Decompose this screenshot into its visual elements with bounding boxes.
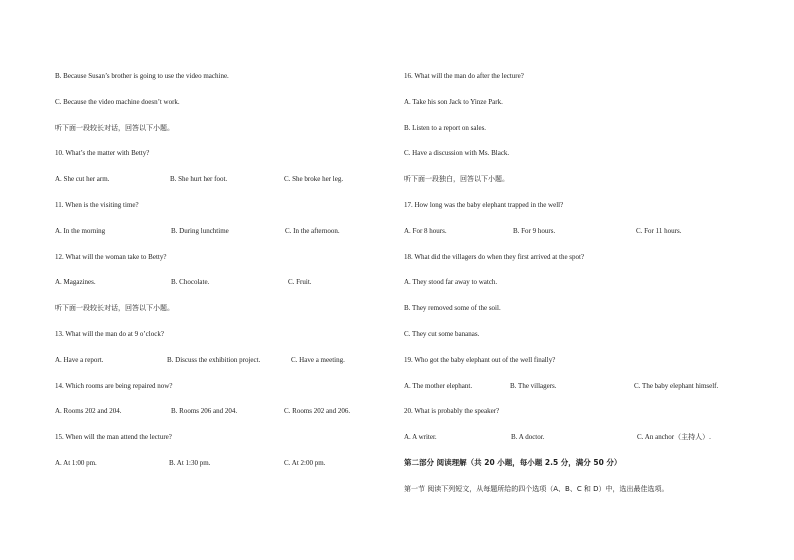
question-17 [404,199,754,225]
question-13-options [55,354,385,380]
question-19 [404,354,754,380]
option-b: B. A doctor. [511,433,545,442]
option-a: A. Rooms 202 and 204. [55,407,122,416]
question-text: 13. What will the man do at 9 o’clock? [55,329,164,338]
option-text: B. Because Susan’s brother is going to use the video machine. [55,72,229,80]
option-b: B. The villagers. [510,381,557,390]
option-a: A. In the morning [55,226,106,235]
section-one-instruction [404,483,754,509]
option-c: C. The baby elephant himself. [634,381,719,390]
option-a: A. At 1:00 pm. [55,458,97,467]
option-text: B. They removed some of the soil. [404,304,501,313]
option-c: C. In the afternoon. [285,226,340,235]
question-text: 11. When is the visiting time? [55,200,139,209]
question-16-option-a [404,96,754,122]
question-10 [55,147,385,173]
option-a: A. For 8 hours. [404,226,447,235]
option-c: C. Fruit. [288,278,312,287]
question-text: 12. What will the woman take to Betty? [55,252,167,261]
question-18-option-a [404,276,754,302]
question-14-options [55,405,385,431]
option-a: A. A writer. [404,433,437,442]
question-14 [55,380,385,406]
option-b: B. At 1:30 pm. [169,458,211,467]
instruction-monologue [404,173,754,199]
question-20-options [404,431,754,457]
option-b: B. Discuss the exhibition project. [167,355,261,364]
question-15 [55,431,385,457]
option-text: B. Listen to a report on sales. [404,123,487,132]
question-17-options [404,225,754,251]
question-10-options [55,173,385,199]
option-text: C. They cut some bananas. [404,329,480,338]
question-18 [404,251,754,277]
question-18-option-c [404,328,754,354]
question-20 [404,405,754,431]
option-c: C. She broke her leg. [284,175,344,184]
q9-option-c [55,96,385,122]
question-16 [404,70,754,96]
instruction-long-dialogue-1 [55,122,385,148]
question-11 [55,199,385,225]
option-a: A. She cut her arm. [55,175,110,184]
option-b: B. Chocolate. [171,278,210,287]
question-19-options [404,380,754,406]
instruction-text: 第一节 阅读下列短文，从每题所给的四个选项（A、B、C 和 D）中，选出最佳选项。 [404,484,669,493]
question-text: 15. When will the man attend the lecture? [55,433,172,442]
option-b: B. She hurt her foot. [170,175,228,184]
option-a: A. The mother elephant. [404,381,473,390]
part-two-heading [404,457,754,483]
instruction-text: 听下面一段较长对话，回答以下小题。 [55,123,174,132]
option-c: C. At 2:00 pm. [284,458,326,467]
question-text: 17. How long was the baby elephant trapped in the well? [404,200,564,209]
question-13 [55,328,385,354]
option-b: B. Rooms 206 and 204. [171,407,238,416]
question-text: 14. Which rooms are being repaired now? [55,381,173,390]
instruction-text: 听下面一段独白，回答以下小题。 [404,175,509,184]
option-c: C. Rooms 202 and 206. [284,407,351,416]
question-text: 19. Who got the baby elephant out of the well finally? [404,355,556,364]
q9-option-b [55,70,385,96]
question-text: 20. What is probably the speaker? [404,407,500,416]
heading-text: 第二部分 阅读理解（共 20 小题，每小题 2.5 分，满分 50 分） [404,457,622,467]
option-a: A. Have a report. [55,355,104,364]
option-b: B. During lunchtime [171,226,229,235]
option-b: B. For 9 hours. [513,226,556,235]
option-text: A. Take his son Jack to Yinze Park. [404,97,503,106]
option-text: C. Because the video machine doesn’t work. [55,97,180,106]
option-text: C. Have a discussion with Ms. Black. [404,149,510,158]
instruction-long-dialogue-2 [55,302,385,328]
question-text: 18. What did the villagers do when they first arrived at the spot? [404,252,585,261]
option-c: C. Have a meeting. [291,355,345,364]
option-c: C. For 11 hours. [636,226,682,235]
question-text: 16. What will the man do after the lecture? [404,72,524,80]
right-column [404,70,754,509]
question-12 [55,251,385,277]
question-16-option-c [404,147,754,173]
option-text: A. They stood far away to watch. [404,278,498,287]
option-a: A. Magazines. [55,278,96,287]
option-c: C. An anchor（主持人）. [637,433,711,442]
question-16-option-b [404,122,754,148]
question-11-options [55,225,385,251]
question-12-options [55,276,385,302]
left-column [55,70,385,483]
instruction-text: 听下面一段较长对话，回答以下小题。 [55,304,174,313]
question-text: 10. What’s the matter with Betty? [55,149,150,158]
question-18-option-b [404,302,754,328]
question-15-options [55,457,385,483]
